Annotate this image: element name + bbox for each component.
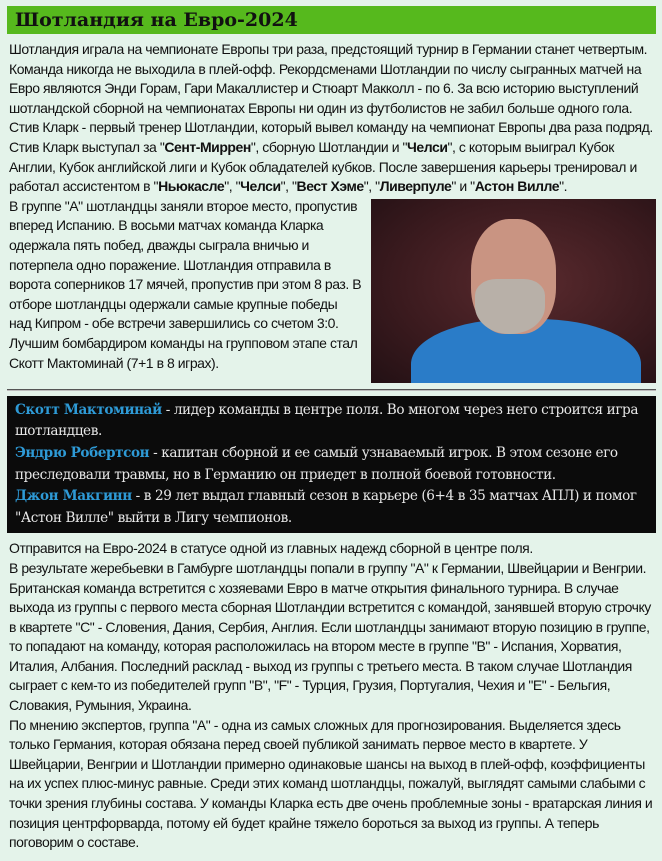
key-players-box <box>7 396 656 534</box>
player-item: Скотт Мактоминай - лидер команды в центре поля. Во многом через него строится игра шотландцев. <box>15 401 639 440</box>
player-name: Скотт Мактоминай <box>15 401 162 418</box>
page-title: Шотландия на Евро-2024 <box>7 6 656 34</box>
player-name: Эндрю Робертсон <box>15 444 150 461</box>
group-paragraph: В группе "А" шотландцы заняли второе место, пропустив вперед Испанию. В восьми матчах команда Кларка одержала пять побед, дважды сыграла вничью и потерпела одно поражение. Шотландия отправила в ворота соперников 17 мячей, пропустив при этом 8 раз. В отборе шотландцы одержали самые крупные победы над Кипром - обе встречи завершились со счетом 3:0. Лучшим бомбардиром команды на групповом этапе стал Скотт Мактоминай (7+1 в 8 играх). <box>9 197 362 371</box>
outlook-section <box>7 539 656 853</box>
coach-text: Стив Кларк - первый тренер Шотландии, который вывел команду на чемпионат Европы два раза подряд. Стив Кларк выступал за "Сент-Миррен", сборную Шотландии и "Челси", с которым выиграл Кубок Англии, Кубок английской лиги и Кубок обладателей кубков. После завершения карьеры тренировал и работал ассистентом в "Ньюкасле", "Челси", "Вест Хэме", "Ливерпуле" и "Астон Вилле". <box>9 119 653 195</box>
player-item: Джон Макгинн - в 29 лет выдал главный сезон в карьере (6+4 в 35 матчах АПЛ) и помог "Астон Вилле" выйти в Лигу чемпионов. <box>15 488 637 526</box>
coach-photo <box>371 199 656 383</box>
intro-paragraph <box>7 40 656 197</box>
outlook-paragraph: По мнению экспертов, группа "А" - одна из самых сложных для прогнозирования. Выделяется здесь только Германия, которая обязана перед своей публикой занимать первое место в квартете. У Швейцарии, Венгрии и Шотландии примерно одинаковые шансы на выход в плей-офф, коэффициенты на их успех плюс-минус равные. Среди этих команд шотландцы, пожалуй, выглядят самыми слабыми с точки зрения глубины состава. У команды Кларка есть две очень проблемные зоны - вратарская линия и позиция центрфорварда, потому ей будет крайне тяжело бороться за выход из группы. А теперь поговорим о составе. <box>9 716 653 851</box>
player-item: Эндрю Робертсон - капитан сборной и ее самый узнаваемый игрок. В этом сезоне его преследовали травмы, но в Германию он приедет в полной боевой готовности. <box>15 444 618 483</box>
photo-beard <box>475 279 545 334</box>
group-section <box>7 197 656 387</box>
divider <box>7 389 656 391</box>
outlook-paragraph: Отправится на Евро-2024 в статусе одной из главных надежд сборной в центре поля. <box>9 540 533 557</box>
outlook-paragraph: В результате жеребьевки в Гамбурге шотландцы попали в группу "А" к Германии, Швейцарии и Венгрии. Британская команда встретится с хозяевами Евро в матче открытия финального турнира. В случае выхода из группы с первого места сборная Шотландии встретится с командой, занявшей вторую строчку в квартете "С" - Словения, Дания, Сербия, Англия. Если шотландцы занимают вторую позицию в группе, то попадают на команду, которая расположилась на втором месте в группе "В" - Испания, Хорватия, Италия, Албания. Последний расклад - выход из группы с третьего места. В таком случае Шотландия сыграет с кем-то из победителей групп "В", "F" - Турция, Грузия, Португалия, Чехия и "Е" - Бельгия, Словакия, Румыния, Украина. <box>9 559 651 714</box>
player-name: Джон Макгинн <box>15 488 132 505</box>
intro-text: Шотландия играла на чемпионате Европы три раза, предстоящий турнир в Германии станет четвертым. Команда никогда не выходила в плей-офф. Рекордсменами Шотландии по числу сыгранных матчей на Евро являются Энди Горам, Гари Макаллистер и Стюарт Макколл - по 6. За всю историю выступлений шотландской сборной на чемпионатах Европы ни один из футболистов не забил больше одного гола. <box>9 41 648 116</box>
